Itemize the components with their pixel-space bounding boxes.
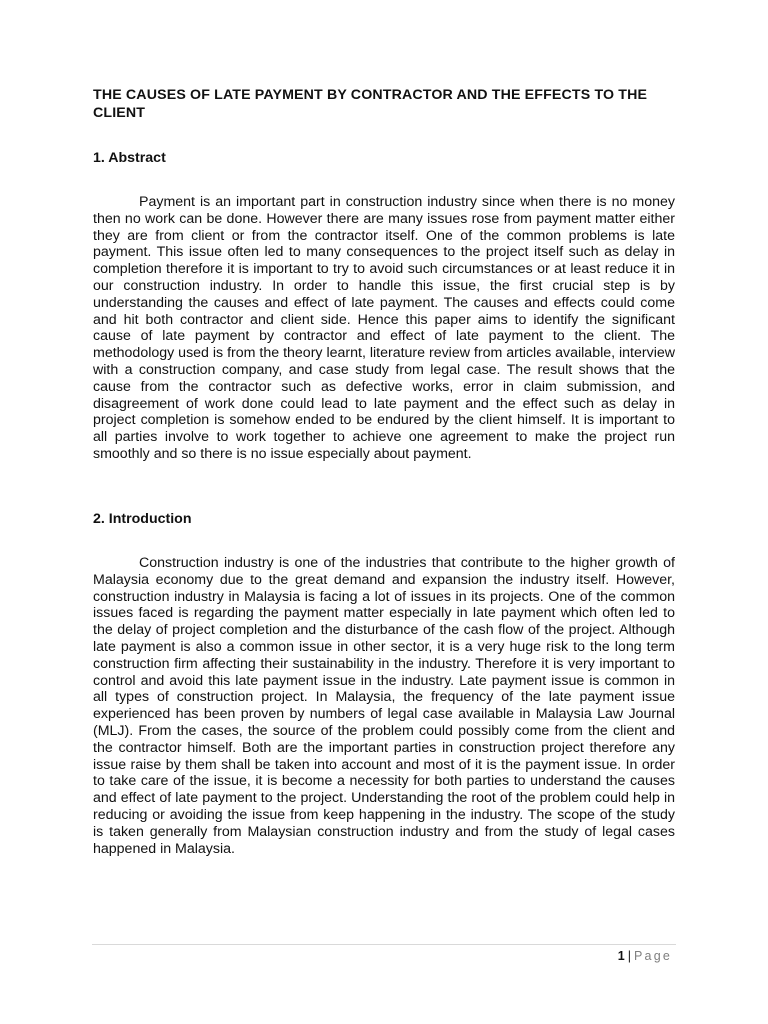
page-footer bbox=[618, 948, 672, 964]
document-title: THE CAUSES OF LATE PAYMENT BY CONTRACTOR AND THE EFFECTS TO THE CLIENT bbox=[93, 87, 648, 121]
introduction-paragraph: Construction industry is one of the industries that contribute to the higher growth of Malaysia economy due to the great demand and expansion the industry itself. However, construction industry in Malaysia is facing a lot of issues in its projects. One of the common issues faced is regarding the payment matter especially in late payment which often led to the delay of project completion and the disturbance of the cash flow of the project. Although late payment is also a common issue in other sector, it is a very huge risk to the long term construction firm affecting their sustainability in the industry. Therefore it is very important to control and avoid this late payment issue in the industry. Late payment issue is common in all types of construction project. In Malaysia, the frequency of the late payment issue experienced has been proven by numbers of legal case available in Malaysia Law Journal (MLJ). From the cases, the source of the problem could possibly come from the client and the contractor himself. Both are the important parties in construction project therefore any issue raise by them shall be taken into account and most of it is the payment issue. In order to take care of the issue, it is become a necessity for both parties to understand the causes and effect of late payment to the project. Understanding the root of the problem could help in reducing or avoiding the issue from keep happening in the industry. The scope of the study is taken generally from Malaysian construction industry and from the study of legal cases happened in Malaysia. bbox=[93, 555, 675, 857]
abstract-paragraph: Payment is an important part in construction industry since when there is no money then no work can be done. However there are many issues rose from payment matter either they are from client or from the contractor itself. One of the common problems is late payment. This issue often led to many consequences to the project itself such as delay in completion therefore it is important to try to avoid such circumstances or at least reduce it in our construction industry. In order to handle this issue, the first crucial step is by understanding the causes and effect of late payment. The causes and effects could come and hit both contractor and client side. Hence this paper aims to identify the significant cause of late payment by contractor and effect of late payment to the client. The methodology used is from the theory learnt, literature review from articles available, interview with a construction company, and case study from legal case. The result shows that the cause from the contractor such as defective works, error in claim submission, and disagreement of work done could lead to late payment and the effect such as delay in project completion is somehow ended to be endured by the client himself. It is important to all parties involve to work together to achieve one agreement to make the project run smoothly and so there is no issue especially about payment. bbox=[93, 194, 675, 462]
section-heading-introduction: 2. Introduction bbox=[93, 511, 192, 527]
footer-separator: | bbox=[627, 949, 631, 963]
section-heading-abstract: 1. Abstract bbox=[93, 150, 166, 166]
page-label: Page bbox=[634, 949, 672, 963]
page-number: 1 bbox=[617, 949, 625, 963]
footer-divider bbox=[92, 944, 676, 945]
